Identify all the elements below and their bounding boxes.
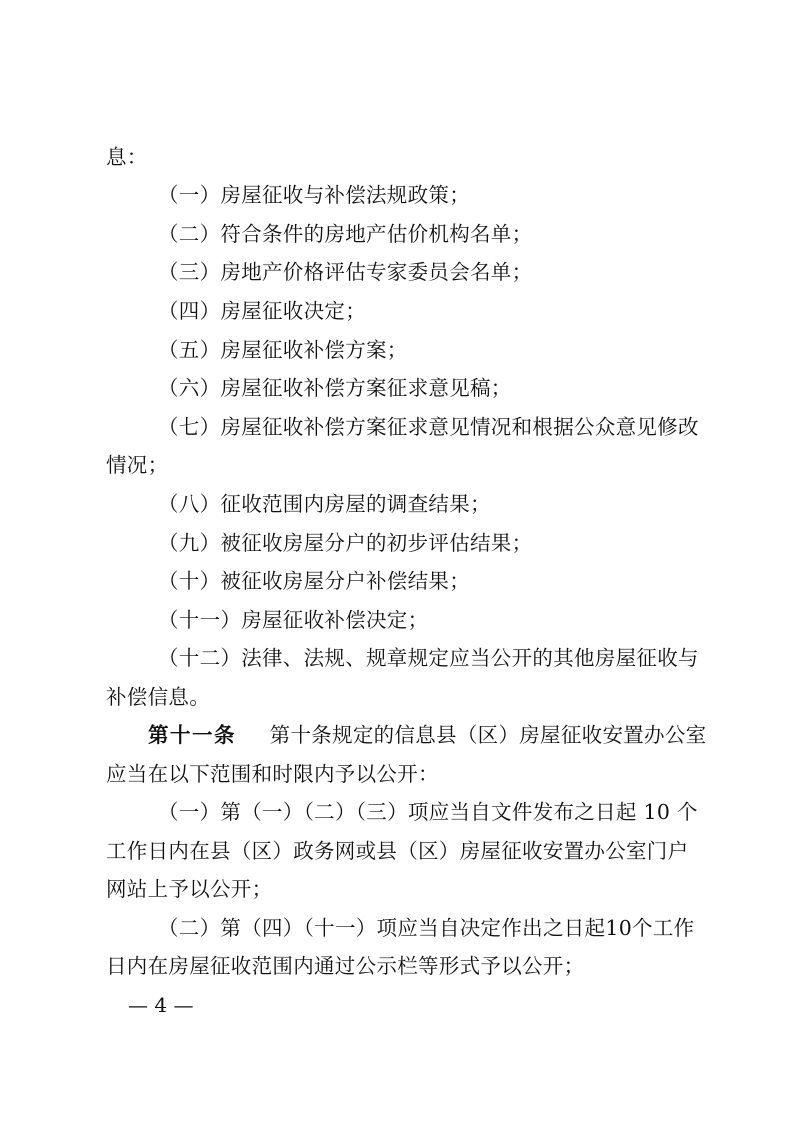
list-item: （六）房屋征收补偿方案征求意见稿； — [158, 376, 512, 400]
list-item: （三）房地产价格评估专家委员会名单； — [158, 260, 533, 284]
list-item: （八）征收范围内房屋的调查结果； — [158, 492, 491, 516]
article-text: 第十条规定的信息县（区）房屋征收安置办公室 — [269, 723, 707, 747]
list-item: （十一）房屋征收补偿决定； — [158, 608, 429, 632]
text-line: 工作日内在县（区）政务网或县（区）房屋征收安置办公室门户 — [106, 839, 689, 863]
list-item: （五）房屋征收补偿方案； — [158, 338, 408, 362]
list-item: （一）第（一）（二）（三）项应当自文件发布之日起 10 个 — [158, 800, 698, 824]
page-number: — 4 — — [128, 993, 194, 1017]
list-item: （七）房屋征收补偿方案征求意见情况和根据公众意见修改 — [158, 415, 699, 439]
list-item: （一）房屋征收与补偿法规政策； — [158, 183, 470, 207]
list-item: （四）房屋征收决定； — [158, 299, 366, 323]
list-item: （二）符合条件的房地产估价机构名单； — [158, 222, 533, 246]
text-line: 应当在以下范围和时限内予以公开： — [106, 762, 439, 786]
text-line: 情况； — [106, 453, 169, 477]
text-line: 息： — [106, 145, 148, 169]
list-item: （九）被征收房屋分户的初步评估结果； — [158, 531, 533, 555]
text-line: 日内在房屋征收范围内通过公示栏等形式予以公开； — [106, 954, 585, 978]
article-heading — [148, 720, 706, 750]
list-item: （十）被征收房屋分户补偿结果； — [158, 569, 470, 593]
list-item: （十二）法律、法规、规章规定应当公开的其他房屋征收与 — [158, 646, 699, 670]
text-line: 补偿信息。 — [106, 685, 210, 709]
article-number: 第十一条 — [148, 723, 236, 747]
text-line: 网站上予以公开； — [106, 877, 273, 901]
list-item: （二）第（四）（十一）项应当自决定作出之日起10个工作 — [158, 916, 695, 940]
